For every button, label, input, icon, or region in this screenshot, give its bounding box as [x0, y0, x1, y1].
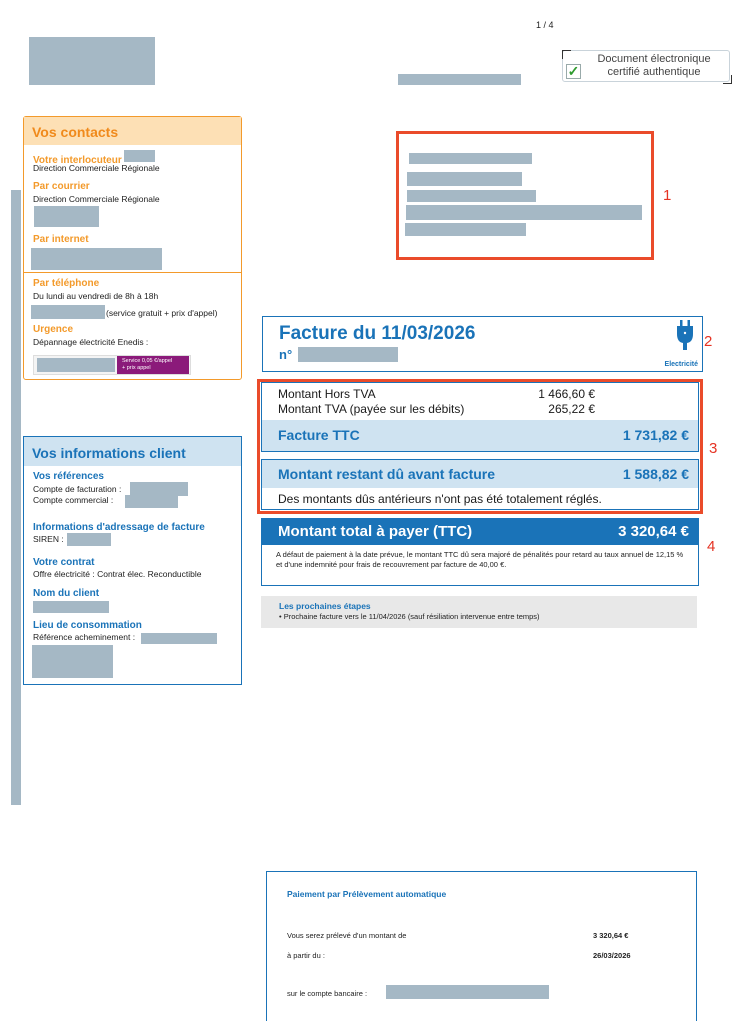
remaining-label: Montant restant dû avant facture [278, 466, 496, 482]
site-label: Lieu de consommation [33, 620, 142, 631]
ttc-value: 1 731,82 € [622, 427, 689, 443]
service-badge: Service 0,05 €/appel + prix appel [117, 356, 189, 374]
contacts-panel [23, 116, 242, 380]
contract-offer: Offre électricité : Contrat élec. Reconductible [33, 569, 202, 579]
redacted-invoice-number [298, 347, 398, 362]
late-payment-note: A défaut de paiement à la date prévue, le montant TTC dû sera majoré de pénalités pour retard au taux annuel de 12,15 % et d'une indemnité pour frais de recouvrement par facture de 40,00 €. [276, 550, 684, 569]
billing-address-label: Informations d'adressage de facture [33, 522, 205, 533]
client-name-label: Nom du client [33, 588, 100, 599]
redacted-address-line [409, 153, 532, 164]
plug-icon [676, 320, 694, 356]
next-steps-box [261, 596, 697, 628]
redacted-emergency-number[interactable] [37, 358, 115, 372]
divider [24, 272, 241, 273]
redacted-logo [29, 37, 155, 85]
remaining-band [262, 460, 698, 488]
annotation-marker-4: 4 [707, 538, 716, 555]
billing-account-label: Compte de facturation : [33, 484, 122, 494]
bracket-corner [562, 50, 571, 59]
annotation-marker-2: 2 [704, 333, 713, 350]
phone-label: Par téléphone [33, 278, 100, 289]
emergency-label: Urgence [33, 324, 74, 335]
mail-value: Direction Commerciale Régionale [33, 194, 160, 204]
payment-amount-label: Vous serez prélevé d'un montant de [287, 931, 407, 940]
payment-date-label: à partir du : [287, 951, 325, 960]
total-due-box [261, 518, 699, 586]
invoice-amounts-box [261, 382, 699, 452]
bank-account-label: sur le compte bancaire : [287, 989, 368, 998]
checkmark-icon: ✓ [567, 63, 580, 79]
ht-value: 1 466,60 € [538, 387, 595, 401]
ht-label: Montant Hors TVA [278, 387, 376, 401]
client-info-title: Vos informations client [24, 437, 241, 466]
commercial-account-label: Compte commercial : [33, 495, 114, 505]
invoice-title: Facture du 11/03/2026 [279, 323, 476, 344]
redacted-commercial-account [125, 495, 178, 508]
client-info-panel [23, 436, 242, 685]
emergency-phone-box [33, 355, 191, 375]
phone-note: (service gratuit + prix d'appel) [106, 308, 218, 318]
internet-label: Par internet [33, 234, 89, 245]
redacted-interlocutor [124, 150, 155, 162]
payment-box [266, 871, 697, 1021]
siren-label: SIREN : [33, 534, 64, 544]
invoice-number-label: n° [279, 347, 293, 362]
next-steps-title: Les prochaines étapes [279, 601, 371, 611]
certification-badge [562, 50, 730, 82]
redacted-site-address [32, 645, 113, 678]
redacted-mail-address [34, 206, 99, 227]
redacted-address-line [407, 172, 522, 186]
recipient-address-frame [396, 131, 654, 260]
interlocutor-value: Direction Commerciale Régionale [33, 163, 160, 173]
interlocutor-label: Votre interlocuteur [33, 155, 122, 166]
redacted-siren [67, 533, 111, 546]
redacted-address-line [406, 205, 642, 220]
next-steps-item: • Prochaine facture vers le 11/04/2026 (sauf résiliation intervenue entre temps) [279, 612, 540, 621]
redacted-bank-account [386, 985, 549, 999]
redacted-header-text [398, 74, 521, 85]
redacted-website[interactable] [31, 248, 162, 270]
ttc-band [262, 420, 698, 451]
mail-label: Par courrier [33, 181, 90, 192]
ttc-label: Facture TTC [278, 427, 360, 443]
contract-label: Votre contrat [33, 557, 95, 568]
invoice-header [262, 316, 703, 372]
payment-amount-value: 3 320,64 € [593, 931, 629, 940]
total-band [262, 519, 698, 545]
redacted-routing-ref [141, 633, 217, 644]
redacted-phone-number[interactable] [31, 305, 105, 319]
routing-ref-label: Référence acheminement : [33, 632, 136, 642]
payment-date-value: 26/03/2026 [593, 951, 631, 960]
references-label: Vos références [33, 471, 104, 482]
phone-hours: Du lundi au vendredi de 8h à 18h [33, 291, 159, 301]
page-number: 1 / 4 [536, 20, 554, 30]
redacted-address-line [407, 190, 536, 202]
payment-title: Paiement par Prélèvement automatique [287, 889, 447, 899]
annotation-marker-1: 1 [663, 187, 672, 204]
redacted-address-line [405, 223, 526, 236]
tva-value: 265,22 € [548, 402, 595, 416]
emergency-value: Dépannage électricité Enedis : [33, 337, 149, 347]
remaining-note: Des montants dûs antérieurs n'ont pas été totalement réglés. [278, 492, 602, 506]
certification-text: Document électronique certifié authentique [597, 53, 711, 78]
energy-label: Electricité [664, 361, 698, 368]
redacted-client-name [33, 601, 109, 613]
remaining-due-box [261, 459, 699, 510]
redacted-billing-account [130, 482, 188, 496]
total-value: 3 320,64 € [618, 523, 689, 540]
redacted-margin-bar [11, 190, 21, 805]
total-label: Montant total à payer (TTC) [278, 523, 473, 540]
contacts-title: Vos contacts [24, 117, 241, 145]
annotation-marker-3: 3 [709, 440, 718, 457]
remaining-value: 1 588,82 € [622, 466, 689, 482]
tva-label: Montant TVA (payée sur les débits) [278, 402, 465, 416]
